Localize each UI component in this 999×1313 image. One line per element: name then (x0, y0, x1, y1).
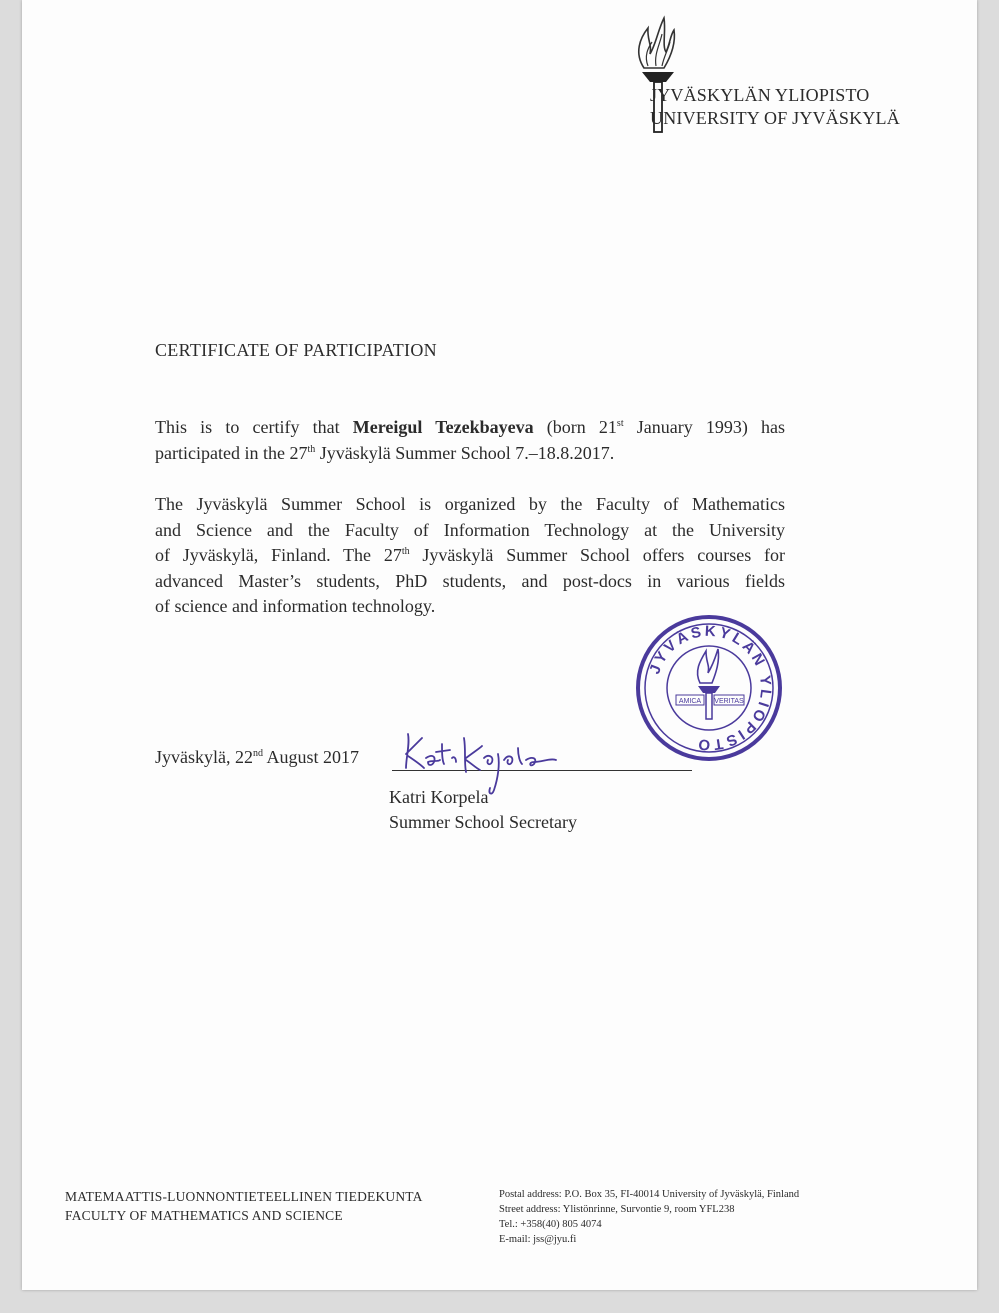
university-name-finnish: JYVÄSKYLÄN YLIOPISTO (650, 85, 870, 105)
ordinal-suffix: th (307, 443, 316, 455)
paragraph-line: and Science and the Faculty of Information Technology at the University (155, 519, 785, 540)
text-segment: This is to certify that (155, 417, 340, 437)
signer-name: Katri Korpela (389, 787, 489, 807)
paragraph-line: advanced Master’s students, PhD students, and post-docs in various fields (155, 570, 785, 591)
text-segment: participated in the 27 (155, 442, 308, 463)
certificate-title: CERTIFICATE OF PARTICIPATION (155, 340, 437, 360)
paragraph-line: The Jyväskylä Summer School is organized by the Faculty of Mathematics (155, 494, 785, 514)
email-address: E-mail: jss@jyu.fi (499, 1234, 577, 1245)
paragraph-line (155, 415, 785, 441)
university-name-block (650, 84, 900, 130)
stamp-motto-left: AMICA (678, 698, 702, 705)
issue-date (155, 747, 359, 768)
text-segment: January 1993) has (636, 417, 786, 437)
ordinal-suffix: st (616, 418, 624, 429)
signer-block (389, 785, 577, 835)
certification-paragraph (155, 415, 785, 466)
ordinal-suffix: nd (253, 748, 263, 759)
university-name-english: UNIVERSITY OF JYVÄSKYLÄ (650, 108, 900, 128)
signer-title: Summer School Secretary (389, 812, 577, 832)
paragraph-line (155, 441, 785, 467)
ordinal-suffix: th (401, 546, 410, 557)
text-segment: Jyväskylä, 22 (155, 747, 253, 767)
faculty-name-finnish: MATEMAATTIS-LUONNONTIETEELLINEN TIEDEKUNTA (65, 1189, 423, 1204)
stamp-ring-text: JYVÄSKYLÄN YLIOPISTO (646, 622, 775, 754)
participant-name: Mereigul Tezekbayeva (352, 417, 534, 437)
faculty-footer (65, 1187, 423, 1225)
text-segment: (born 21 (546, 417, 617, 437)
text-segment: of Jyväskylä, Finland. The 27 (155, 545, 402, 565)
telephone: Tel.: +358(40) 805 4074 (499, 1219, 602, 1230)
text-segment: Jyväskylä Summer School 7.–18.8.2017. (319, 442, 615, 463)
paragraph-line: of science and information technology. (155, 596, 436, 616)
street-address: Street address: Ylistönrinne, Survontie 9, room YFL238 (499, 1204, 735, 1215)
certificate-page (22, 0, 977, 1290)
university-stamp (634, 613, 784, 763)
paragraph-line (155, 543, 785, 569)
text-segment: Jyväskylä Summer School offers courses for (422, 545, 785, 565)
faculty-name-english: FACULTY OF MATHEMATICS AND SCIENCE (65, 1208, 343, 1223)
stamp-motto-right: VERITAS (714, 698, 744, 705)
summer-school-description (155, 492, 785, 620)
text-segment: August 2017 (266, 747, 360, 767)
contact-footer (499, 1187, 799, 1247)
postal-address: Postal address: P.O. Box 35, FI-40014 University of Jyväskylä, Finland (499, 1189, 800, 1200)
